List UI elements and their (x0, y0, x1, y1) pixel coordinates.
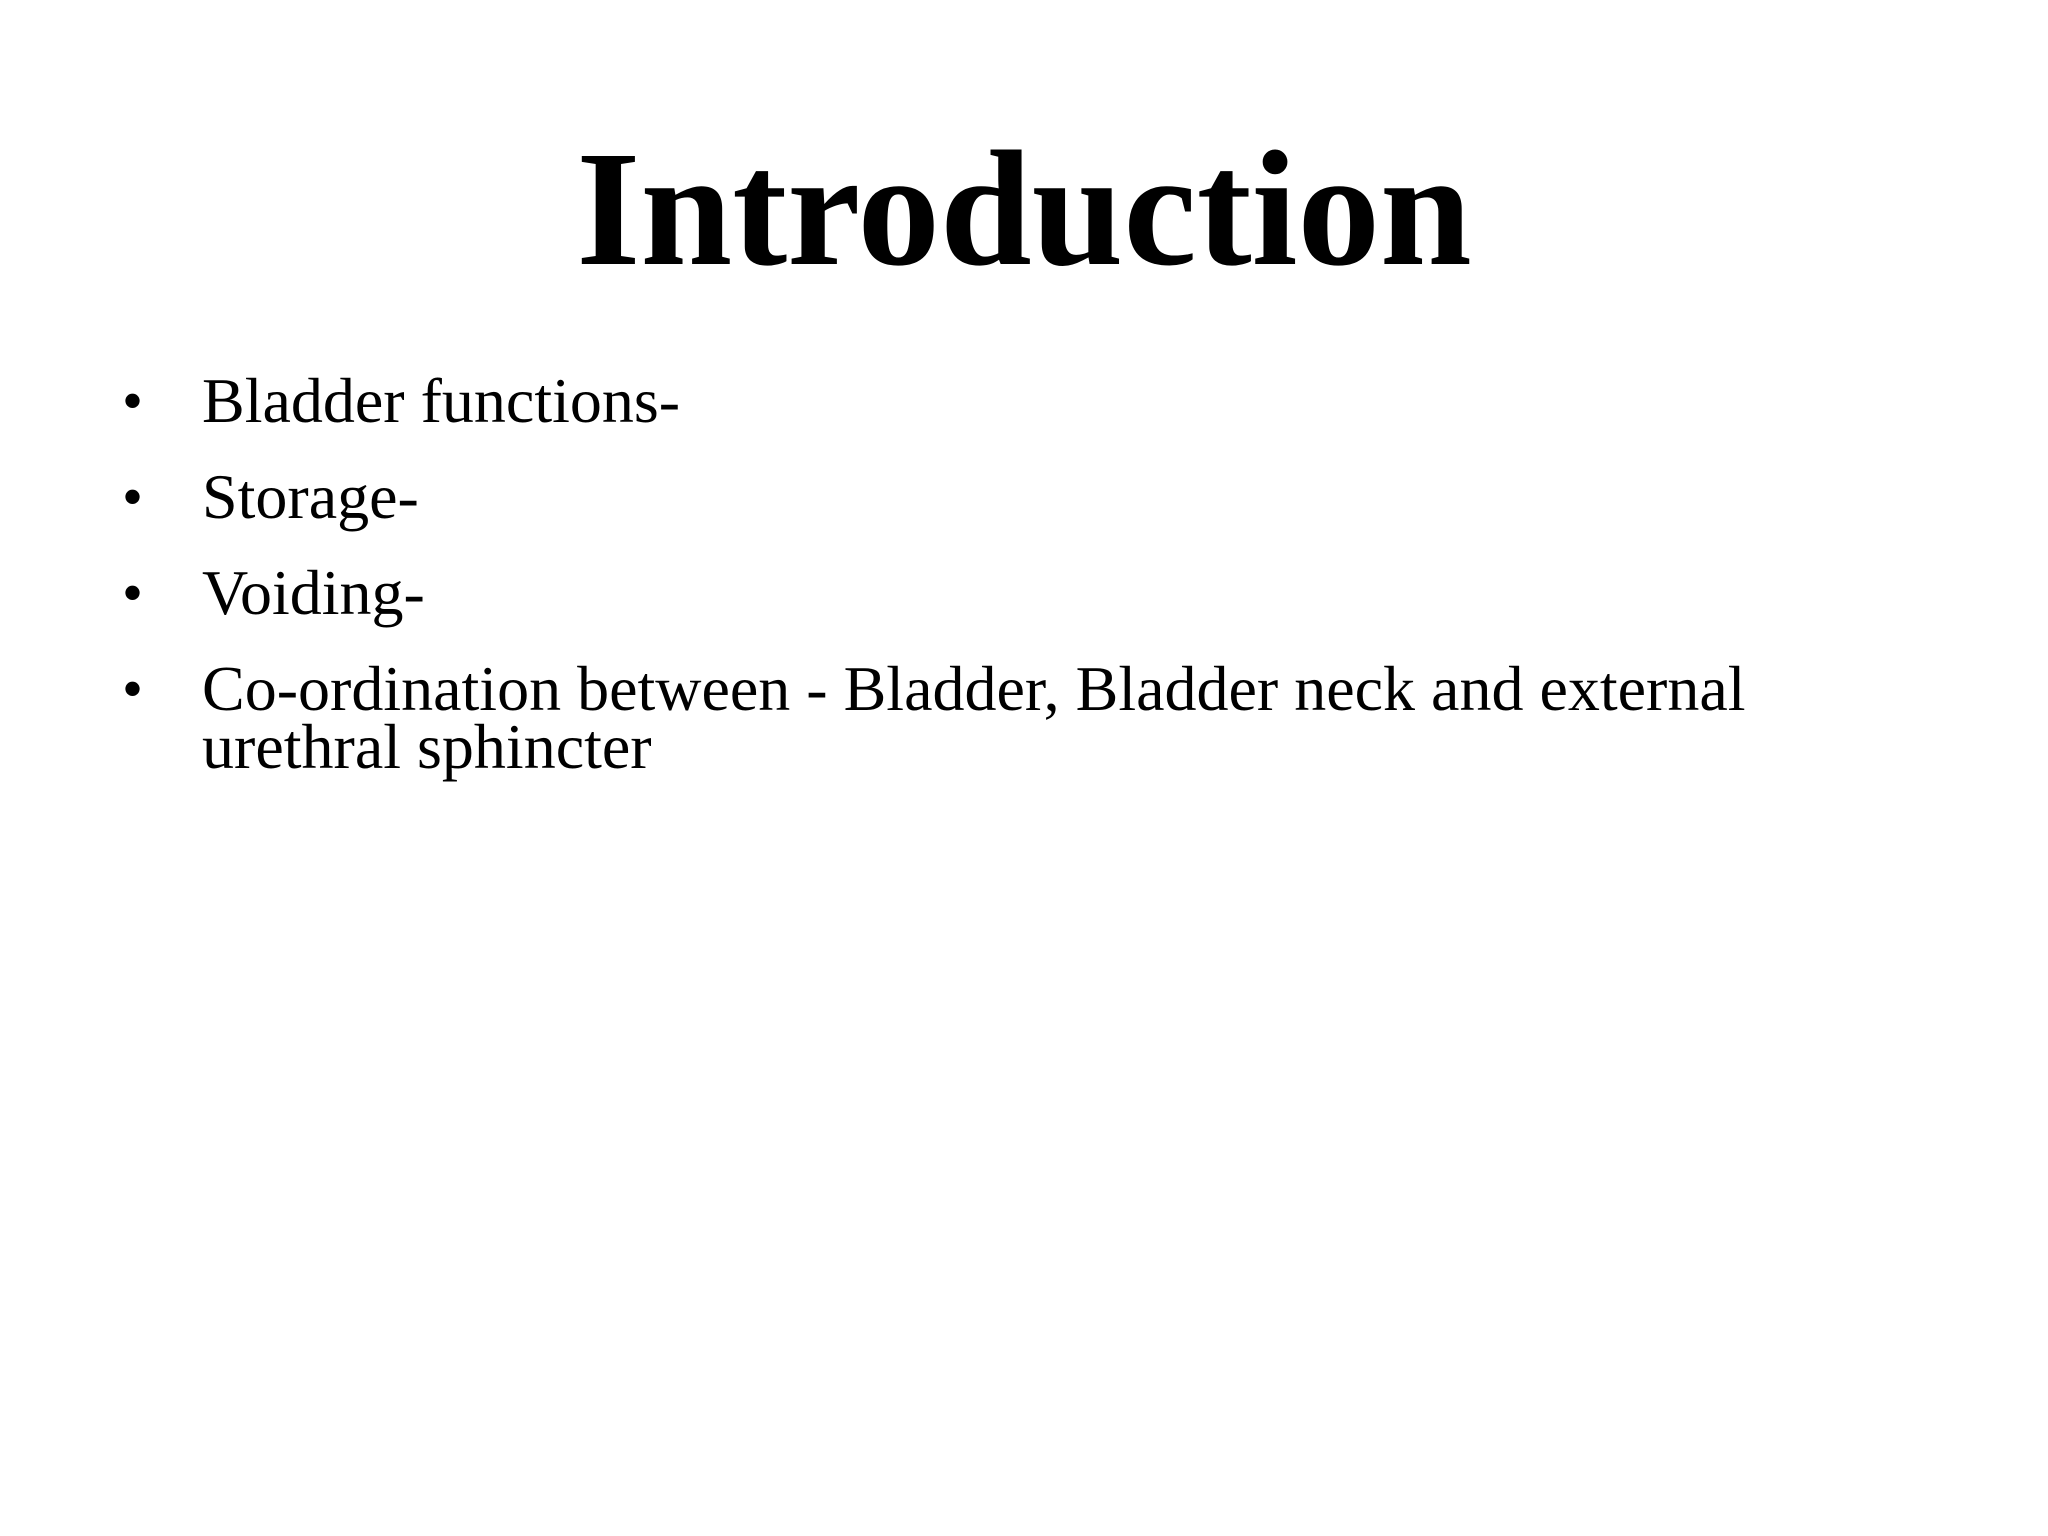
bullet-text: Bladder functions- (202, 365, 681, 436)
bullet-item-storage (0, 461, 2048, 532)
bullet-item-bladder-functions (0, 365, 2048, 436)
bullet-list (0, 365, 2048, 814)
bullet-text: Voiding- (202, 557, 425, 628)
bullet-text: Co-ordination between - Bladder, Bladder neck and external urethral sphincter (202, 653, 1746, 782)
bullet-item-coordination (0, 653, 2048, 782)
bullet-icon: • (122, 464, 144, 530)
bullet-icon: • (122, 656, 144, 722)
slide-title: Introduction (576, 117, 1472, 300)
bullet-icon: • (122, 560, 144, 626)
bullet-item-voiding (0, 557, 2048, 628)
bullet-text: Storage- (202, 461, 419, 532)
bullet-icon: • (122, 368, 144, 434)
